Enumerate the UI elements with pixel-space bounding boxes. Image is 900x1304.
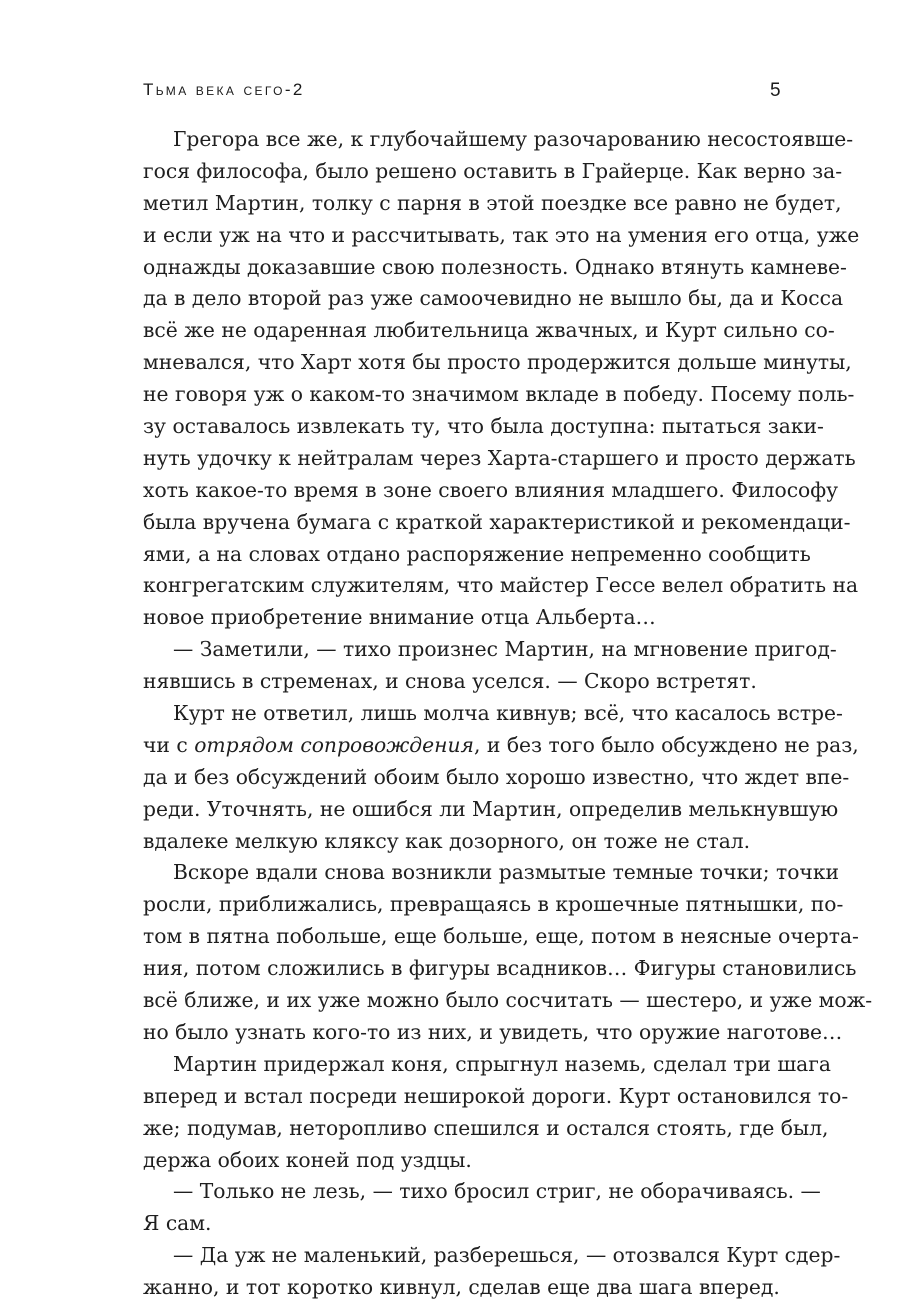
- body-text: [143, 124, 873, 1304]
- text-line: не говоря уж о каком-то значимом вкладе в победу. Посему поль-: [143, 382, 855, 407]
- text-line: Я сам.: [143, 1211, 212, 1236]
- italic-phrase: отрядом сопровождения: [194, 732, 474, 757]
- text-line: жанно, и тот коротко кивнул, сделав еще два шага вперед.: [143, 1275, 780, 1300]
- text-line: нуть удочку к нейтралам через Харта-старшего и просто держать: [143, 445, 856, 470]
- text-line: всё же не одаренная любительница жвачных, и Курт сильно со-: [143, 318, 835, 343]
- text-line: новое приобретение внимание отца Альберта…: [143, 605, 656, 630]
- text-line: нявшись в стременах, и снова уселся. — Скоро встретят.: [143, 669, 757, 694]
- running-title: Тьма века сего-2: [143, 80, 305, 99]
- text-line: — Да уж не маленький, разберешься, — отозвался Курт сдер-: [173, 1243, 841, 1268]
- text-line: держа обоих коней под уздцы.: [143, 1147, 472, 1172]
- text-line: конгрегатским служителям, что майстер Гессе велел обратить на: [143, 573, 859, 598]
- text-line: да и без обсуждений обоим было хорошо известно, что ждет впе-: [143, 764, 850, 789]
- text-line: вдалеке мелкую кляксу как дозорного, он тоже не стал.: [143, 828, 751, 853]
- text-line: Вскоре вдали снова возникли размытые темные точки; точки: [173, 860, 840, 885]
- text-line: метил Мартин, толку с парня в этой поездке все равно не будет,: [143, 190, 842, 215]
- text-line: же; подумав, неторопливо спешился и остался стоять, где был,: [143, 1115, 829, 1140]
- text-line: росли, приближались, превращаясь в крошечные пятнышки, по-: [143, 892, 844, 917]
- text-line: — Только не лезь, — тихо бросил стриг, не оборачиваясь. —: [173, 1179, 821, 1204]
- text-line: однажды доказавшие свою полезность. Однако втянуть камневе-: [143, 254, 847, 279]
- page-number: 5: [770, 80, 781, 101]
- text-line: но было узнать кого-то из них, и увидеть, что оружие наготове…: [143, 1019, 843, 1044]
- text-line: Мартин придержал коня, спрыгнул наземь, сделал три шага: [173, 1051, 831, 1076]
- text-line: — Заметили, — тихо произнес Мартин, на мгновение пригод-: [173, 637, 837, 662]
- text-line: реди. Уточнять, не ошибся ли Мартин, определив мелькнувшую: [143, 796, 839, 821]
- text-line: ями, а на словах отдано распоряжение непременно сообщить: [143, 541, 811, 566]
- text-line: гося философа, было решено оставить в Грайерце. Как верно за-: [143, 158, 843, 183]
- text-line: Грегора все же, к глубочайшему разочарованию несостоявше-: [173, 127, 854, 151]
- text-fragment: чи с: [143, 732, 195, 757]
- text-line: хоть какое-то время в зоне своего влияния младшего. Философу: [143, 477, 839, 502]
- text-line-mixed: [143, 730, 859, 762]
- text-line: Курт не ответил, лишь молча кивнув; всё, что касалось встре-: [173, 701, 843, 726]
- text-line: вперед и встал посреди неширокой дороги. Курт остановился то-: [143, 1083, 849, 1108]
- text-line: и если уж на что и рассчитывать, так это на умения его отца, уже: [143, 222, 860, 247]
- text-line: том в пятна побольше, еще больше, еще, потом в неясные очерта-: [143, 924, 859, 949]
- text-line: была вручена бумага с краткой характеристикой и рекомендаци-: [143, 509, 851, 534]
- text-line: да в дело второй раз уже самоочевидно не вышло бы, да и Косса: [143, 286, 844, 311]
- text-line: всё ближе, и их уже можно было сосчитать — шестеро, и уже мож-: [143, 988, 873, 1013]
- text-line: мневался, что Харт хотя бы просто продержится дольше минуты,: [143, 350, 852, 375]
- text-line: ния, потом сложились в фигуры всадников… Фигуры становились: [143, 956, 857, 981]
- text-fragment: , и без того было обсуждено не раз,: [473, 732, 859, 757]
- text-line: зу оставалось извлекать ту, что была доступна: пытаться заки-: [143, 414, 824, 439]
